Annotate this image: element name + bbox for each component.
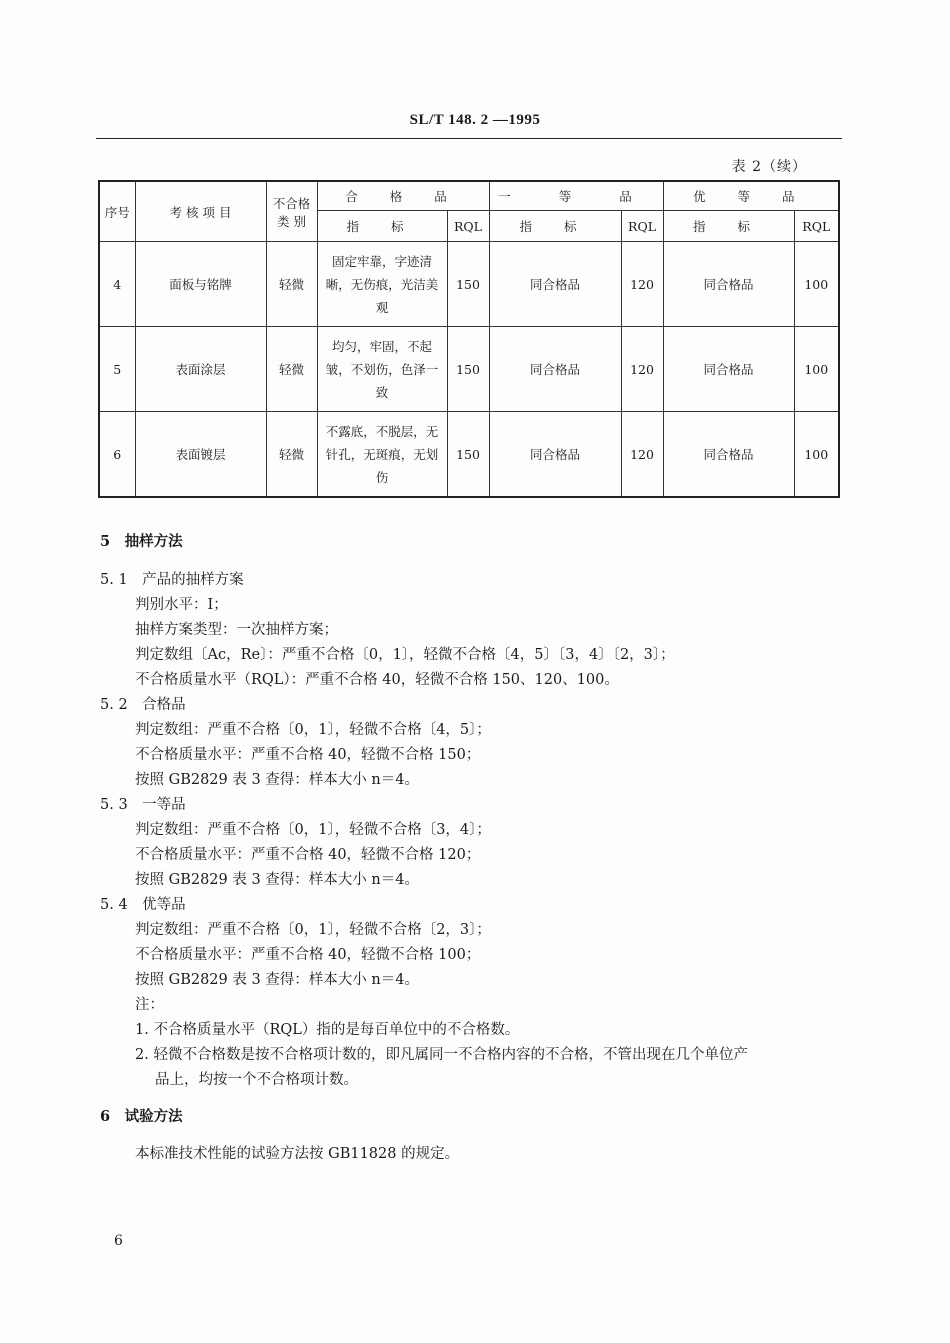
cell-qualified-indicator: 固定牢靠，字迹清晰，无伤痕，光洁美观	[317, 242, 447, 327]
paragraph: 不合格质量水平：严重不合格 40，轻微不合格 120；	[135, 847, 481, 863]
cell-seq: 6	[99, 412, 135, 498]
cell-first-indicator: 同合格品	[489, 412, 621, 498]
note-label: 注：	[135, 997, 164, 1013]
note-item: 1. 不合格质量水平（RQL）指的是每百单位中的不合格数。	[135, 1022, 520, 1038]
cell-excellent-rql: 100	[794, 327, 839, 412]
cell-category: 轻微	[266, 412, 317, 498]
subsection-heading: 5. 1 产品的抽样方案	[100, 572, 244, 588]
table-row	[99, 242, 839, 327]
note-item-continued: 品上，均按一个不合格项计数。	[155, 1072, 358, 1088]
paragraph: 不合格质量水平（RQL）：严重不合格 40，轻微不合格 150、120、100。	[135, 672, 619, 688]
cell-seq: 4	[99, 242, 135, 327]
cell-item: 表面涂层	[135, 327, 266, 412]
paragraph: 按照 GB2829 表 3 查得：样本大小 n＝4。	[135, 972, 419, 988]
subheader-indicator: 指 标	[489, 211, 621, 242]
cell-seq: 5	[99, 327, 135, 412]
paragraph: 判定数组：严重不合格〔0，1〕，轻微不合格〔4，5〕；	[135, 722, 491, 738]
page-number: 6	[114, 1233, 123, 1249]
paragraph: 判定数组：严重不合格〔0，1〕，轻微不合格〔3，4〕；	[135, 822, 491, 838]
paragraph: 抽样方案类型：一次抽样方案；	[135, 622, 338, 638]
col-header-item: 考 核 项 目	[135, 181, 266, 242]
subheader-rql: RQL	[794, 211, 839, 242]
col-header-qualified: 合 格 品	[317, 181, 489, 211]
cell-excellent-indicator: 同合格品	[663, 327, 794, 412]
cell-item: 表面镀层	[135, 412, 266, 498]
section-heading: 5 抽样方法	[100, 533, 183, 550]
col-header-first-class: 一 等 品	[489, 181, 663, 211]
table-caption: 表 2（续）	[731, 159, 807, 175]
cell-category: 轻微	[266, 242, 317, 327]
section-heading: 6 试验方法	[100, 1108, 183, 1125]
cell-excellent-rql: 100	[794, 242, 839, 327]
paragraph: 不合格质量水平：严重不合格 40，轻微不合格 150；	[135, 747, 481, 763]
cell-first-indicator: 同合格品	[489, 242, 621, 327]
subsection-heading: 5. 2 合格品	[100, 697, 186, 713]
cell-excellent-indicator: 同合格品	[663, 412, 794, 498]
paragraph: 按照 GB2829 表 3 查得：样本大小 n＝4。	[135, 872, 419, 888]
cell-first-rql: 120	[621, 327, 663, 412]
inspection-table	[98, 180, 840, 498]
table-row	[99, 412, 839, 498]
cell-first-rql: 120	[621, 242, 663, 327]
col-header-excellent: 优 等 品	[663, 181, 839, 211]
subsection-heading: 5. 4 优等品	[100, 897, 186, 913]
paragraph: 按照 GB2829 表 3 查得：样本大小 n＝4。	[135, 772, 419, 788]
subheader-indicator: 指 标	[663, 211, 794, 242]
subheader-indicator: 指 标	[317, 211, 447, 242]
paragraph: 判别水平：Ⅰ；	[135, 597, 228, 613]
cell-item: 面板与铭牌	[135, 242, 266, 327]
cell-first-rql: 120	[621, 412, 663, 498]
cell-qualified-indicator: 不露底，不脱层，无针孔，无斑痕，无划伤	[317, 412, 447, 498]
col-header-seq: 序号	[99, 181, 135, 242]
standard-code-header: SL/T 148. 2 —1995	[409, 112, 541, 128]
paragraph: 本标准技术性能的试验方法按 GB11828 的规定。	[135, 1146, 460, 1162]
table-row	[99, 327, 839, 412]
paragraph: 判定数组：严重不合格〔0，1〕，轻微不合格〔2，3〕；	[135, 922, 491, 938]
cell-excellent-rql: 100	[794, 412, 839, 498]
subheader-rql: RQL	[447, 211, 489, 242]
cell-first-indicator: 同合格品	[489, 327, 621, 412]
cell-qualified-rql: 150	[447, 242, 489, 327]
cell-qualified-rql: 150	[447, 327, 489, 412]
note-item: 2. 轻微不合格数是按不合格项计数的，即凡属同一不合格内容的不合格，不管出现在几个单位产	[135, 1047, 748, 1063]
cell-qualified-rql: 150	[447, 412, 489, 498]
cell-excellent-indicator: 同合格品	[663, 242, 794, 327]
paragraph: 判定数组〔Ac，Re〕：严重不合格〔0，1〕，轻微不合格〔4，5〕〔3，4〕〔2，3〕；	[135, 647, 675, 663]
cell-category: 轻微	[266, 327, 317, 412]
col-header-category: 不合格类 别	[266, 181, 317, 242]
subheader-rql: RQL	[621, 211, 663, 242]
cell-qualified-indicator: 均匀，牢固，不起皱，不划伤，色泽一致	[317, 327, 447, 412]
header-rule	[96, 138, 842, 139]
paragraph: 不合格质量水平：严重不合格 40，轻微不合格 100；	[135, 947, 481, 963]
subsection-heading: 5. 3 一等品	[100, 797, 186, 813]
